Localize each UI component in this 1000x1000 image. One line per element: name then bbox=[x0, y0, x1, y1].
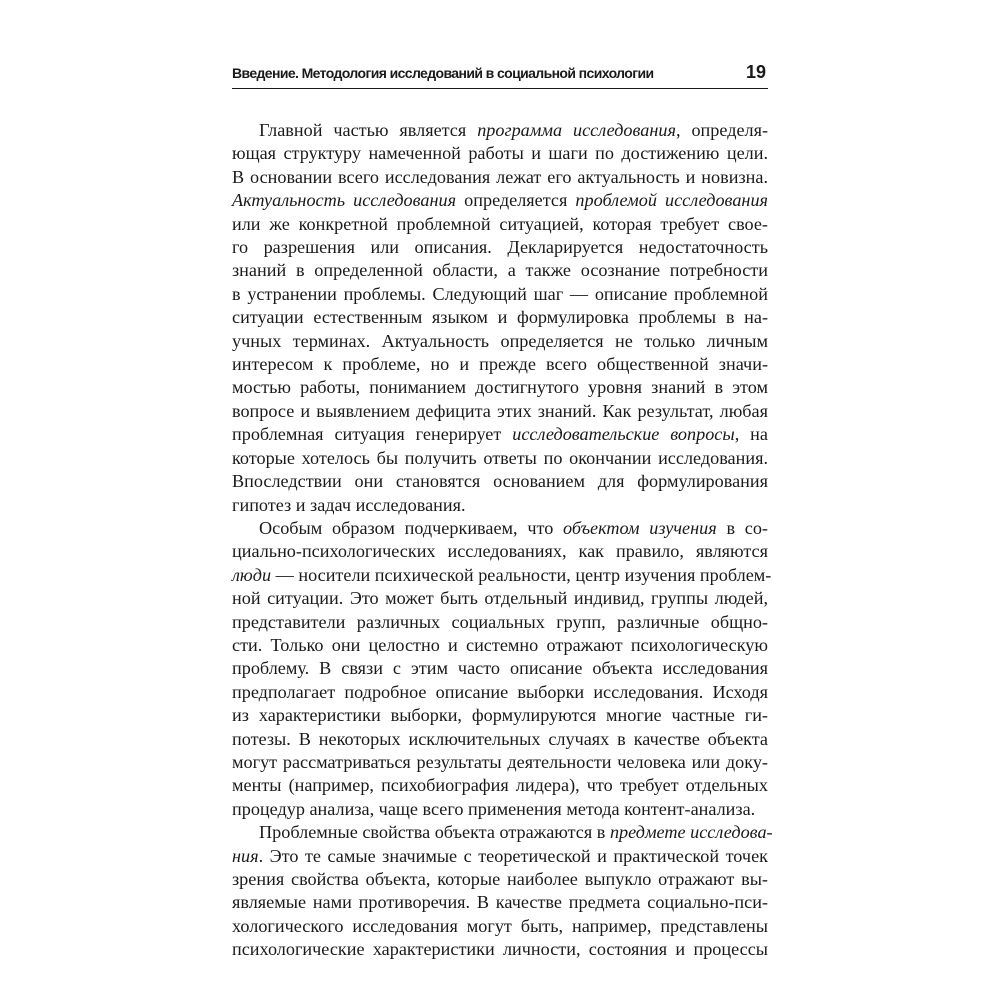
text-run: потезы. В некоторых исключительных случаях в качестве объекта bbox=[232, 728, 768, 749]
text-line bbox=[232, 447, 768, 470]
text-line bbox=[232, 470, 768, 493]
running-head-title: Введение. Методология исследований в социальной психологии bbox=[232, 65, 654, 81]
text-run: мостью работы, пониманием достигнутого уровня знаний в этом bbox=[232, 377, 768, 398]
text-run: из характеристики выборки, формулируются многие частные ги- bbox=[232, 705, 768, 726]
text-line bbox=[232, 306, 768, 329]
text-line bbox=[232, 189, 768, 212]
italic-term: люди bbox=[232, 564, 272, 585]
text-run: интересом к проблеме, но и прежде всего общественной значи- bbox=[232, 354, 768, 375]
text-line bbox=[232, 166, 768, 189]
text-line bbox=[232, 751, 768, 774]
text-line bbox=[232, 564, 772, 587]
text-line bbox=[232, 587, 768, 610]
text-run: вопросе и выявлением дефицита этих знаний. Как результат, любая bbox=[232, 400, 768, 421]
italic-term: объектом изучения bbox=[563, 517, 717, 538]
text-run: Впоследствии они становятся основанием для формулирования bbox=[232, 471, 768, 492]
text-line bbox=[232, 259, 768, 282]
text-run: зрения свойства объекта, которые наиболее выпукло отражают вы- bbox=[232, 869, 768, 889]
text-line bbox=[232, 400, 768, 423]
italic-term: ния bbox=[232, 845, 259, 866]
text-line bbox=[232, 657, 768, 680]
text-run: ной ситуации. Это может быть отдельный индивид, группы людей, bbox=[232, 588, 768, 609]
text-run: Главной частью является bbox=[259, 120, 478, 140]
text-run: в устранении проблемы. Следующий шаг — описание проблемной bbox=[232, 283, 768, 304]
text-run: хологического исследования могут быть, например, представлены bbox=[232, 915, 768, 936]
text-run: могут рассматриваться результаты деятельности человека или доку- bbox=[232, 751, 768, 772]
text-run: или же конкретной проблемной ситуацией, которая требует свое- bbox=[232, 213, 768, 234]
text-line bbox=[232, 821, 773, 844]
text-run: которые хотелось бы получить ответы по окончании исследования. bbox=[232, 447, 768, 468]
text-line bbox=[232, 353, 768, 376]
text-run: в со- bbox=[716, 517, 768, 538]
text-run: проблему. В связи с этим часто описание объекта исследования bbox=[232, 658, 768, 679]
text-line bbox=[232, 681, 768, 704]
italic-term: программа исследования bbox=[477, 120, 676, 140]
text-line bbox=[232, 704, 768, 727]
paragraph bbox=[232, 119, 768, 517]
text-line bbox=[232, 938, 768, 961]
text-run: гипотез и задач исследования. bbox=[232, 494, 466, 515]
text-run: циально-психологических исследованиях, как правило, являются bbox=[232, 541, 768, 562]
text-run: учных терминах. Актуальность определяется не только личным bbox=[232, 330, 768, 351]
text-line bbox=[232, 611, 768, 634]
body-text bbox=[232, 119, 773, 962]
text-line bbox=[232, 634, 768, 657]
text-line bbox=[232, 142, 768, 165]
text-run: менты (например, психобиография лидера), что требует отдельных bbox=[232, 775, 768, 796]
page-number: 19 bbox=[745, 62, 766, 82]
text-run: ситуации естественным языком и формулировка проблемы в на- bbox=[232, 307, 768, 328]
header-rule bbox=[232, 88, 768, 89]
text-line bbox=[232, 915, 768, 938]
text-line bbox=[232, 213, 768, 236]
text-run: психологические характеристики личности, состояния и процессы bbox=[232, 939, 768, 960]
text-line bbox=[232, 517, 768, 540]
text-run: — носители психической реальности, центр изучения проблем- bbox=[271, 564, 772, 585]
text-line bbox=[232, 330, 768, 353]
text-line bbox=[232, 774, 768, 797]
text-run: определяется bbox=[456, 190, 576, 211]
text-run: В основании всего исследования лежат его актуальность и новизна. bbox=[232, 166, 768, 187]
text-run: процедур анализа, чаще всего применения метода контент-анализа. bbox=[232, 798, 756, 819]
text-run: го разрешения или описания. Декларируется недостаточность bbox=[232, 237, 768, 258]
text-run: , на bbox=[734, 424, 768, 445]
text-line bbox=[232, 119, 768, 142]
text-run: . Это те самые значимые с теоретической и практической точек bbox=[258, 845, 768, 866]
text-run: проблемная ситуация генерирует bbox=[232, 424, 513, 445]
italic-term: проблемой исследования bbox=[575, 190, 768, 211]
text-run: сти. Только они целостно и системно отражают психологическую bbox=[232, 634, 768, 655]
text-line bbox=[232, 798, 768, 821]
text-run: предполагает подробное описание выборки исследования. Исходя bbox=[232, 681, 768, 702]
text-run: ющая структуру намеченной работы и шаги по достижению цели. bbox=[232, 143, 768, 164]
text-run: знаний в определенной области, а также осознание потребности bbox=[232, 260, 768, 281]
text-line bbox=[232, 376, 768, 399]
italic-term: Актуальность исследования bbox=[232, 190, 457, 211]
text-line bbox=[232, 868, 768, 891]
text-line bbox=[232, 540, 768, 563]
italic-term: исследовательские вопросы bbox=[512, 424, 735, 445]
paragraph bbox=[232, 517, 772, 821]
text-line bbox=[232, 494, 768, 517]
running-head bbox=[232, 62, 768, 86]
text-run: представители различных социальных групп, различные общно- bbox=[232, 611, 768, 632]
text-run: являемые нами противоречия. В качестве предмета социально-пси- bbox=[232, 892, 768, 913]
text-run: Особым образом подчеркиваем, что bbox=[259, 517, 564, 538]
text-run: , определя- bbox=[675, 120, 769, 140]
text-line bbox=[232, 283, 768, 306]
paragraph bbox=[232, 821, 773, 961]
italic-term: предмете исследова- bbox=[609, 822, 773, 843]
text-run: Проблемные свойства объекта отражаются в bbox=[259, 822, 610, 843]
text-line bbox=[232, 728, 768, 751]
text-line bbox=[232, 845, 768, 868]
text-line bbox=[232, 236, 768, 259]
text-line bbox=[232, 423, 768, 446]
text-line bbox=[232, 891, 768, 914]
